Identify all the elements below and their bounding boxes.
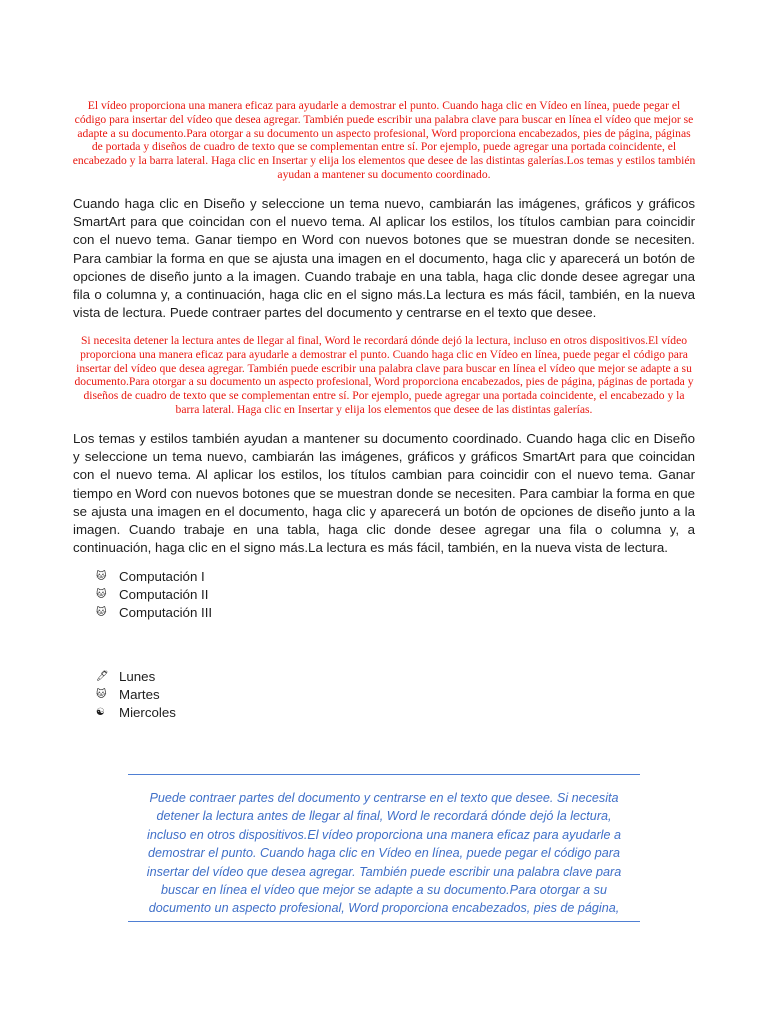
yin-yang-icon: ☯: [96, 707, 105, 718]
cat-face-icon: 🐱: [96, 689, 107, 700]
list-item-label: Computación II: [119, 587, 209, 602]
pen-icon: 🖊: [96, 671, 109, 682]
list-item: [96, 686, 176, 704]
red-paragraph-2: Si necesita detener la lectura antes de llegar al final, Word le recordará dónde dejó la lectura, incluso en otros dispositivos.El vídeo proporciona una manera eficaz para ayudarle a demostrar el punto. Cuando haga clic en Vídeo en línea, puede pegar el código para insertar del vídeo que desea agregar. También puede escribir una palabra clave para buscar en línea el vídeo que mejor se adapte a su documento.Para otorgar a su documento un aspecto profesional, Word proporciona encabezados, pies de página, páginas de portada y diseños de cuadro de texto que se complementan entre sí. Por ejemplo, puede agregar una portada coincidente, el encabezado y la barra lateral. Haga clic en Insertar y elija los elementos que desee de las distintas galerías.: [74, 334, 694, 416]
list-item: [96, 586, 212, 604]
intense-quote-block: [128, 774, 640, 922]
list-item-label: Computación I: [119, 569, 205, 584]
cat-face-icon: 🐱: [96, 589, 107, 600]
red-paragraph-1: El vídeo proporciona una manera eficaz para ayudarle a demostrar el punto. Cuando haga clic en Vídeo en línea, puede pegar el código para insertar del vídeo que desea agregar. También puede escribir una palabra clave para buscar en línea el vídeo que mejor se adapte a su documento.Para otorgar a su documento un aspecto profesional, Word proporciona encabezados, pies de página, páginas de portada y diseños de cuadro de texto que se complementan entre sí. Por ejemplo, puede agregar una portada coincidente, el encabezado y la barra lateral. Haga clic en Insertar y elija los elementos que desee de las distintas galerías.Los temas y estilos también ayudan a mantener su documento coordinado.: [72, 99, 696, 181]
list-item-label: Computación III: [119, 605, 213, 620]
body-paragraph-2: Los temas y estilos también ayudan a mantener su documento coordinado. Cuando haga clic en Diseño y seleccione un tema nuevo, cambiarán las imágenes, gráficos y gráficos SmartArt para que coincidan con el nuevo tema. Al aplicar los estilos, los títulos cambian para coincidir con el nuevo tema. Ganar tiempo en Word con nuevos botones que se muestran donde se necesiten. Para cambiar la forma en que se ajusta una imagen en el documento, haga clic y aparecerá un botón de opciones de diseño junto a la imagen. Cuando trabaje en una tabla, haga clic donde desee agregar una fila o columna y, a continuación, haga clic en el signo más.La lectura es más fácil, también, en la nueva vista de lectura.: [73, 431, 695, 556]
course-list: [96, 568, 212, 622]
cat-face-icon: 🐱: [96, 607, 107, 618]
list-item: [96, 604, 212, 622]
weekday-list: [96, 668, 176, 722]
list-item-label: Lunes: [119, 669, 156, 684]
cat-face-icon: 🐱: [96, 571, 107, 582]
quote-text: Puede contraer partes del documento y centrarse en el texto que desee. Si necesita detener la lectura antes de llegar al final, Word le recordará dónde dejó la lectura, incluso en otros dispositivos.El vídeo proporciona una manera eficaz para ayudarle a demostrar el punto. Cuando haga clic en Vídeo en línea, puede pegar el código para insertar del vídeo que desea agregar. También puede escribir una palabra clave para buscar en línea el vídeo que mejor se adapte a su documento.Para otorgar a su documento un aspecto profesional, Word proporciona encabezados, pies de página,: [146, 791, 622, 916]
list-item: [96, 568, 212, 586]
list-item-label: Miercoles: [119, 705, 176, 720]
body-paragraph-1: Cuando haga clic en Diseño y seleccione un tema nuevo, cambiarán las imágenes, gráficos y gráficos SmartArt para que coincidan con el nuevo tema. Al aplicar los estilos, los títulos cambian para coincidir con el nuevo tema. Ganar tiempo en Word con nuevos botones que se muestran donde se necesiten. Para cambiar la forma en que se ajusta una imagen en el documento, haga clic y aparecerá un botón de opciones de diseño junto a la imagen. Cuando trabaje en una tabla, haga clic donde desee agregar una fila o columna y, a continuación, haga clic en el signo más.La lectura es más fácil, también, en la nueva vista de lectura. Puede contraer partes del documento y centrarse en el texto que desee.: [73, 196, 695, 321]
list-item-label: Martes: [119, 687, 160, 702]
list-item: [96, 704, 176, 722]
list-item: [96, 668, 176, 686]
